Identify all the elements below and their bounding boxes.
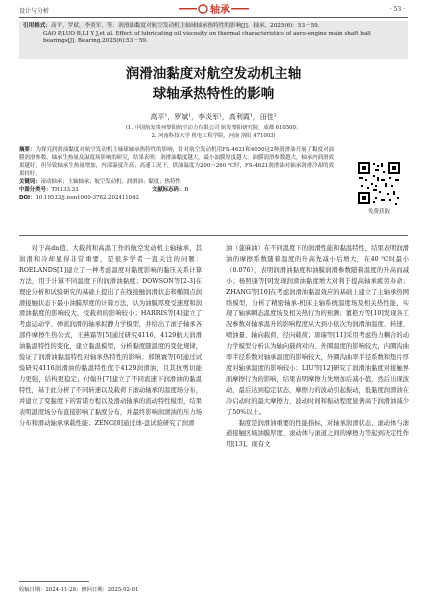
- citation-label: 引用格式：: [23, 23, 51, 29]
- qr-code[interactable]: [356, 160, 402, 206]
- clc-label: 中图分类号：: [19, 187, 52, 193]
- author-list: 高平¹，罗斌¹，李炎军¹，高利霞¹，田佳²: [150, 113, 277, 121]
- running-header-section: 设计与分析: [19, 8, 50, 15]
- doi-value: 10.19533/j.issn1000-3762.202411042: [35, 195, 139, 201]
- clc-code: TH133.33: [51, 187, 79, 193]
- received-date-footnote: 收稿日期：2024-11-28；修回日期：2025-02-01: [19, 587, 139, 593]
- affiliation-1: (1. 中国航发贵州黎阳航空动力有限公司 航发黎阳研究院，成都 610500；: [125, 125, 302, 131]
- abstract-text: 为探究润滑油黏度对航空发动机主轴球轴承热特性的影响，针对航空发动机用FS-4621和4050这2种润滑油开展了黏度对油膜润滑参数、轴承生热量及温度场影响的研究，结果表明：润滑油黏度越大，最小油膜厚度越大，油膜润滑参数越大，轴承内润滑效果越好，但导致轴承生热量增加，内部温度升高；高速工况下，供油温度为200～260 ℃时，FS-4621润滑油对轴承润滑冷却的效果较好。: [19, 147, 334, 177]
- body-paragraph: 黏度是润滑油重要的性能指标，对轴承润滑状态、滚动体与滚道接触区域油膜厚度、滚动体与滚道之间的摩擦力等起到决定性作用[13]。现有文: [226, 419, 409, 449]
- body-column-left: [19, 244, 202, 429]
- affiliations: [19, 124, 408, 140]
- citation-en: GAO P,LUO B,LI Y J,et al. Effect of lubricating oil viscosity on thermal characteristics of aero-engine main shaft ball bearings[J]. Bearing,2025(6):53－59.: [43, 30, 371, 45]
- abstract-label: 摘要：: [19, 147, 36, 153]
- title-line-2: 球轴承热特性的影响: [152, 86, 275, 102]
- classification-row: [19, 186, 334, 194]
- keywords-label: 关键词：: [19, 179, 41, 185]
- title-line-1: 润滑油黏度对航空发动机主轴: [125, 66, 302, 82]
- abstract-block: [19, 146, 334, 202]
- page-number: · 53 ·: [389, 6, 405, 13]
- paper-title: [19, 64, 408, 104]
- qr-caption: 免费获取: [367, 209, 390, 215]
- doi-row: [19, 194, 334, 202]
- citation-zh: 高平，罗斌，李炎军，等．润滑油黏度对航空发动机主轴球轴承热特性的影响[J]．轴承，2025(6)：53－59．: [50, 23, 324, 29]
- header-rule: [19, 17, 408, 18]
- abstract-rule: [19, 235, 408, 236]
- body-paragraph: 对于高dn值、大载荷和高温工作的航空发动机主轴轴承，其润滑和冷却显得非常重要，是很多学者一直关注的问题：ROELANDS[1]建立了一种考虑温度对黏度影响的黏压关系计算方法，用于计算不同温度下的润滑油黏度；DOWSON等[2-3]在理论分析和试验研究的基础上提出了在线接触润滑状态和椭圆点润滑接触状态下最小油膜厚度的计算方法，认为油膜厚度受速度和润滑油黏度的影响较大，受载荷的影响较小；HARRIS等[4]建立了考虑运动学、弹流润滑的轴承拟静力学模型，并给出了滚子轴承各部件摩擦生热公式，王燕霜等[5]通过研究4116，4129航天润滑油黏温特性的变化，建立黏温模型，分析黏度随温度的变化规律，验证了润滑油黏温特性对轴承热特性的影响；邢镇寰等[6]通过试验研究4116润滑油的黏温特性优于4129润滑油，且其抗剪切能力更强，结构更稳定；付翰升[7]建立了不同流速下润滑油的黏温特性，基于此分析了不同转速以及载荷下滚动轴承的温度场分布，并建立了变黏度下的雷诺方程以及滑动轴承的流动特性模型，结果表明温度场分布直接影响了黏度分布，并最终影响润滑油的压力场分布和滑动轴承承载性能；ZENG[8]通过球-盘试验研究了润滑: [19, 245, 202, 427]
- doc-code-label: 文献标志码：: [151, 187, 185, 193]
- footnote-rule: [19, 581, 89, 582]
- affiliation-2: 2. 河南科技大学 机电工程学院，河南 洛阳 471003): [151, 133, 276, 139]
- doc-code: B: [184, 187, 189, 193]
- body-paragraph: 油（蓖麻油）在不同温度下的润滑性能和黏温特性，结果表明润滑油的摩擦系数随着温度的升高先减小后增大，在40 ℃时最小（0.076），表明润滑油黏度和油膜润滑参数随着温度的升高而减小；杨照康等[9]发现润滑油黏度增大对利于提高轴承疲劳寿命；ZHANG等[10]在考虑润滑油黏温效应的基础上建立了主轴承热网络模型，分析了精密轴承-机床主轴系统温度场及相关热性能，实现了轴承瞬态温度场及相关热行为的预测；董艳方等[10]发现各工况参数对轴承温升的影响程度从大到小依次为润滑油温度、转速、喷油量、轴向载荷、径向载荷；唐瑞等[11]采用考虑热力耦合的动力学模型分析认为轴向载荷对内、外圈温度的影响较大，内圈沟曲率半径系数对轴承温度的影响较大，外圈沟曲率半径系数和垫片厚度对轴承温度的影响较小；LIU等[12]研究了润滑油黏度对接触界面摩擦行为的影响，结果表明摩擦力先增加后减小值，然后出现波动，最后达到稳定状态，摩擦力的波动引起振动，低黏度润滑油在冷启动时的最大摩擦力、波动时间和振动程度显著高于润滑油减少了50%以上。: [226, 245, 409, 416]
- journal-logo: [179, 1, 249, 15]
- journal-logo-text: 轴承: [210, 5, 230, 16]
- citation-box: [19, 21, 408, 59]
- abstract: [19, 146, 334, 178]
- keywords: [19, 178, 334, 186]
- body-column-right: [226, 244, 409, 451]
- doi-label: DOI：: [19, 195, 36, 201]
- keywords-text: 滚动轴承；主轴轴承；航空发动机；润滑油；黏度；热特性: [40, 179, 181, 185]
